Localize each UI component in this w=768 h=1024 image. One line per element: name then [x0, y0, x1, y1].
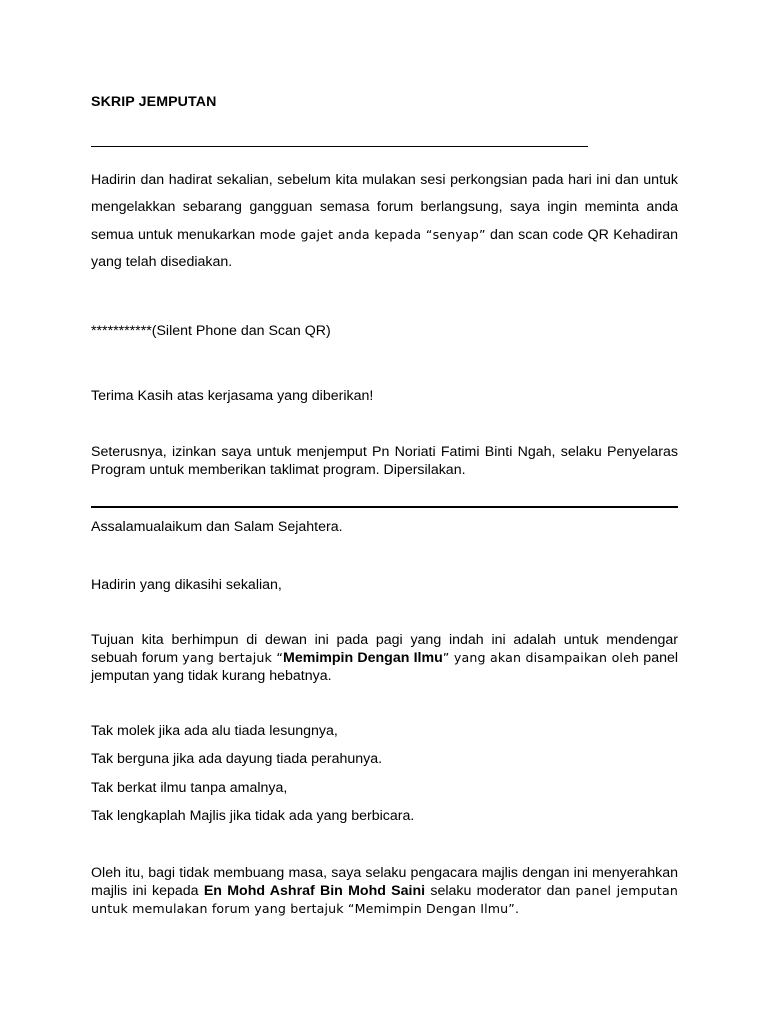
closing-paragraph — [91, 864, 678, 918]
section-divider — [91, 506, 678, 508]
pantun-line: Tak molek jika ada alu tiada lesungnya, — [91, 723, 338, 739]
audience-text: Hadirin yang dikasihi sekalian, — [91, 577, 282, 593]
purpose-text-1: Tujuan kita berhimpun di dewan ini pada pagi yang indah ini adalah untuk mendengar sebuah forum — [91, 632, 678, 666]
intro-paragraph — [91, 167, 678, 276]
document-title: SKRIP JEMPUTAN — [91, 94, 217, 110]
title-underline — [91, 146, 588, 147]
pantun-line: Tak berkat ilmu tanpa amalnya, — [91, 780, 288, 796]
thanks-text: Terima Kasih atas kerjasama yang diberikan! — [91, 388, 374, 404]
purpose-paragraph — [91, 631, 678, 685]
intro-text-1: Hadirin dan hadirat sekalian, sebelum kita mulakan sesi perkongsian pada hari ini dan untuk mengelakkan sebarang gangguan semasa forum berlangsung, saya ingin meminta anda semua untuk menukarkan — [91, 172, 678, 243]
purpose-text-3: ” yang akan disampaikan oleh — [442, 650, 640, 665]
purpose-text-4: panel jemputan yang tidak kurang hebatnya. — [91, 650, 679, 684]
closing-text-2: selaku moderator dan — [425, 883, 576, 899]
intro-text-2: mode gajet anda kepada “senyap” — [259, 227, 486, 242]
forum-title-bold: Memimpin Dengan Ilmu — [283, 650, 443, 666]
intro-text-3: dan scan code QR Kehadiran yang telah disediakan. — [91, 227, 678, 270]
closing-text-1: Oleh itu, bagi tidak membuang masa, saya selaku pengacara majlis dengan ini menyerahkan majlis ini kepada — [91, 865, 678, 899]
closing-text-3: panel jemputan untuk memulakan forum yang bertajuk “Memimpin Dengan Ilmu”. — [91, 883, 678, 916]
greeting-text: Assalamualaikum dan Salam Sejahtera. — [91, 519, 343, 535]
pantun-line: Tak lengkaplah Majlis jika tidak ada yang berbicara. — [91, 808, 415, 824]
purpose-text-2: yang bertajuk “ — [182, 650, 284, 665]
moderator-name-bold: En Mohd Ashraf Bin Mohd Saini — [203, 883, 426, 899]
invite-paragraph: Seterusnya, izinkan saya untuk menjemput Pn Noriati Fatimi Binti Ngah, selaku Penyelaras Program untuk memberikan taklimat program. Dipersilakan. — [91, 444, 678, 478]
silent-note: ***********(Silent Phone dan Scan QR) — [91, 323, 331, 339]
pantun-line: Tak berguna jika ada dayung tiada perahunya. — [91, 751, 383, 767]
